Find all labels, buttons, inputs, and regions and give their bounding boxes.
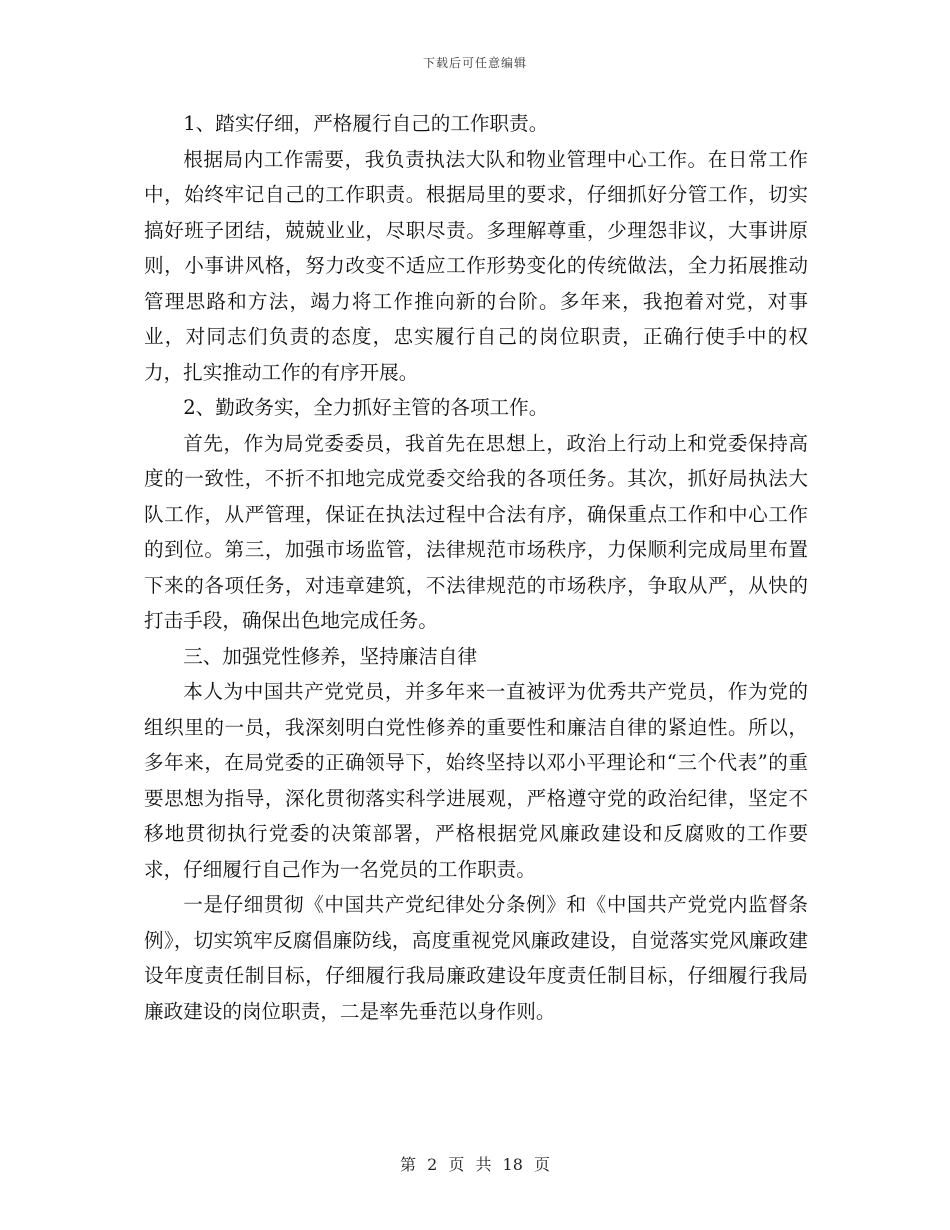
section-heading: 三、加强党性修养，坚持廉洁自律: [183, 644, 478, 668]
paragraph: 首先，作为局党委委员，我首先在思想上，政治上行动上和党委保持高度的一致性，不折不扣地完成党委交给我的各项任务。其次，抓好局执法大队工作，从严管理，保证在执法过程中合法有序，确保重点工作和中心工作的到位。第三，加强市场监管，法律规范市场秩序，力保顺利完成局里布置下来的各项任务，对违章建筑，不法律规范的市场秩序，争取从严，从快的打击手段，确保出色地完成任务。: [144, 431, 808, 632]
body-text: [144, 106, 808, 1029]
paragraph: 1、踏实仔细，严格履行自己的工作职责。: [183, 112, 549, 135]
paragraph: 本人为中国共产党党员，并多年来一直被评为优秀共产党员，作为党的组织里的一员，我深刻明白党性修养的重要性和廉洁自律的紧迫性。所以，多年来，在局党委的正确领导下，始终坚持以邓小平理论和“三个代表”的重要思想为指导，深化贯彻落实科学进展观，严格遵守党的政治纪律，坚定不移地贯彻执行党委的决策部署，严格根据党风廉政建设和反腐败的工作要求，仔细履行自己作为一名党员的工作职责。: [144, 680, 808, 881]
paragraph: 一是仔细贯彻《中国共产党纪律处分条例》和《中国共产党党内监督条例》，切实筑牢反腐倡廉防线，高度重视党风廉政建设，自觉落实党风廉政建设年度责任制目标，仔细履行我局廉政建设年度责任制目标，仔细履行我局廉政建设的岗位职责，二是率先垂范以身作则。: [144, 893, 808, 1023]
paragraph: 2、勤政务实，全力抓好主管的各项工作。: [183, 396, 549, 419]
page-footer: 第 2 页 共 18 页: [400, 1155, 550, 1174]
page-header: 下载后可任意编辑: [422, 56, 527, 70]
paragraph: 根据局内工作需要，我负责执法大队和物业管理中心工作。在日常工作中，始终牢记自己的工作职责。根据局里的要求，仔细抓好分管工作，切实搞好班子团结，兢兢业业，尽职尽责。多理解尊重，少理怨非议，大事讲原则，小事讲风格，努力改变不适应工作形势变化的传统做法，全力拓展推动管理思路和方法，竭力将工作推向新的台阶。多年来，我抱着对党，对事业，对同志们负责的态度，忠实履行自己的岗位职责，正确行使手中的权力，扎实推动工作的有序开展。: [144, 147, 808, 384]
